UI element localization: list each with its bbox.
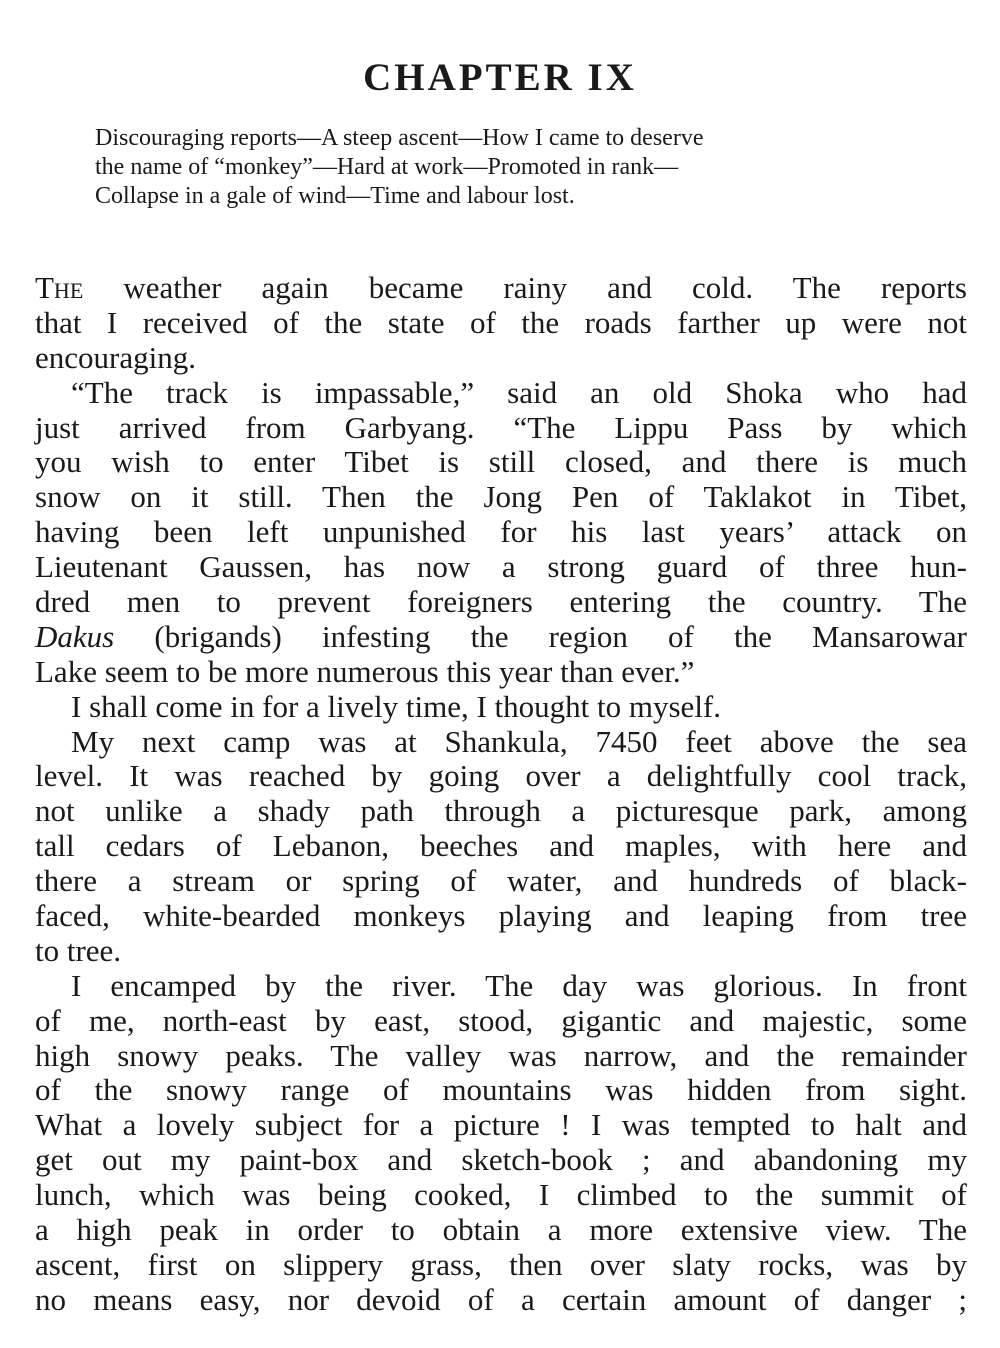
text-line	[35, 620, 967, 655]
text-line: “The track is impassable,” said an old Shoka who had	[71, 374, 967, 410]
text-line: you wish to enter Tibet is still closed, and there is much	[35, 444, 967, 480]
text-line	[35, 271, 967, 306]
text-line: ascent, first on slippery grass, then over slaty rocks, was by	[35, 1246, 967, 1282]
text-line: What a lovely subject for a picture ! I was tempted to halt and	[35, 1107, 967, 1143]
text-line: having been left unpunished for his last years’ attack on	[35, 514, 967, 550]
text-line: encouraging.	[35, 339, 196, 375]
synopsis-line: Discouraging reports—A steep ascent—How I came to deserve	[95, 125, 704, 151]
text-line: level. It was reached by going over a delightfully cool track,	[35, 758, 967, 794]
text-line: of the snowy range of mountains was hidden from sight.	[35, 1072, 967, 1108]
text-line: not unlike a shady path through a picturesque park, among	[35, 793, 967, 829]
text-line-rest: (brigands) infesting the region of the Mansarowar	[114, 618, 967, 654]
text-line-rest: weather again became rainy and cold. The reports	[83, 270, 967, 305]
opening-word: The	[35, 270, 84, 305]
synopsis-line: the name of “monkey”—Hard at work—Promoted in rank—	[95, 154, 679, 180]
text-line: snow on it still. Then the Jong Pen of Taklakot in Tibet,	[35, 479, 967, 515]
text-line: no means easy, nor devoid of a certain amount of danger ;	[35, 1281, 967, 1317]
italic-word: Dakus	[35, 618, 115, 654]
text-line: I encamped by the river. The day was glorious. In front	[71, 967, 967, 1003]
text-line: dred men to prevent foreigners entering the country. The	[35, 584, 967, 620]
text-line: My next camp was at Shankula, 7450 feet above the sea	[71, 723, 967, 759]
chapter-title: CHAPTER IX	[363, 56, 637, 100]
text-line: get out my paint-box and sketch-book ; and abandoning my	[35, 1142, 967, 1178]
text-line: that I received of the state of the roads farther up were not	[35, 304, 967, 340]
text-line: to tree.	[35, 932, 122, 968]
body-text	[35, 271, 967, 1318]
text-line: Lake seem to be more numerous this year than ever.”	[35, 653, 695, 689]
text-line: there a stream or spring of water, and hundreds of black-	[35, 863, 967, 899]
text-line: Lieutenant Gaussen, has now a strong guard of three hun-	[35, 549, 967, 585]
synopsis-line: Collapse in a gale of wind—Time and labour lost.	[95, 183, 575, 209]
text-line: just arrived from Garbyang. “The Lippu Pass by which	[35, 409, 967, 445]
text-line: I shall come in for a lively time, I thought to myself.	[71, 688, 722, 724]
chapter-synopsis	[95, 124, 915, 211]
text-line: lunch, which was being cooked, I climbed to the summit of	[35, 1177, 967, 1213]
text-line: faced, white-bearded monkeys playing and leaping from tree	[35, 898, 967, 934]
text-line: a high peak in order to obtain a more extensive view. The	[35, 1212, 967, 1248]
text-line: tall cedars of Lebanon, beeches and maples, with here and	[35, 828, 967, 864]
text-line: high snowy peaks. The valley was narrow, and the remainder	[35, 1037, 967, 1073]
text-line: of me, north-east by east, stood, gigantic and majestic, some	[35, 1002, 967, 1038]
